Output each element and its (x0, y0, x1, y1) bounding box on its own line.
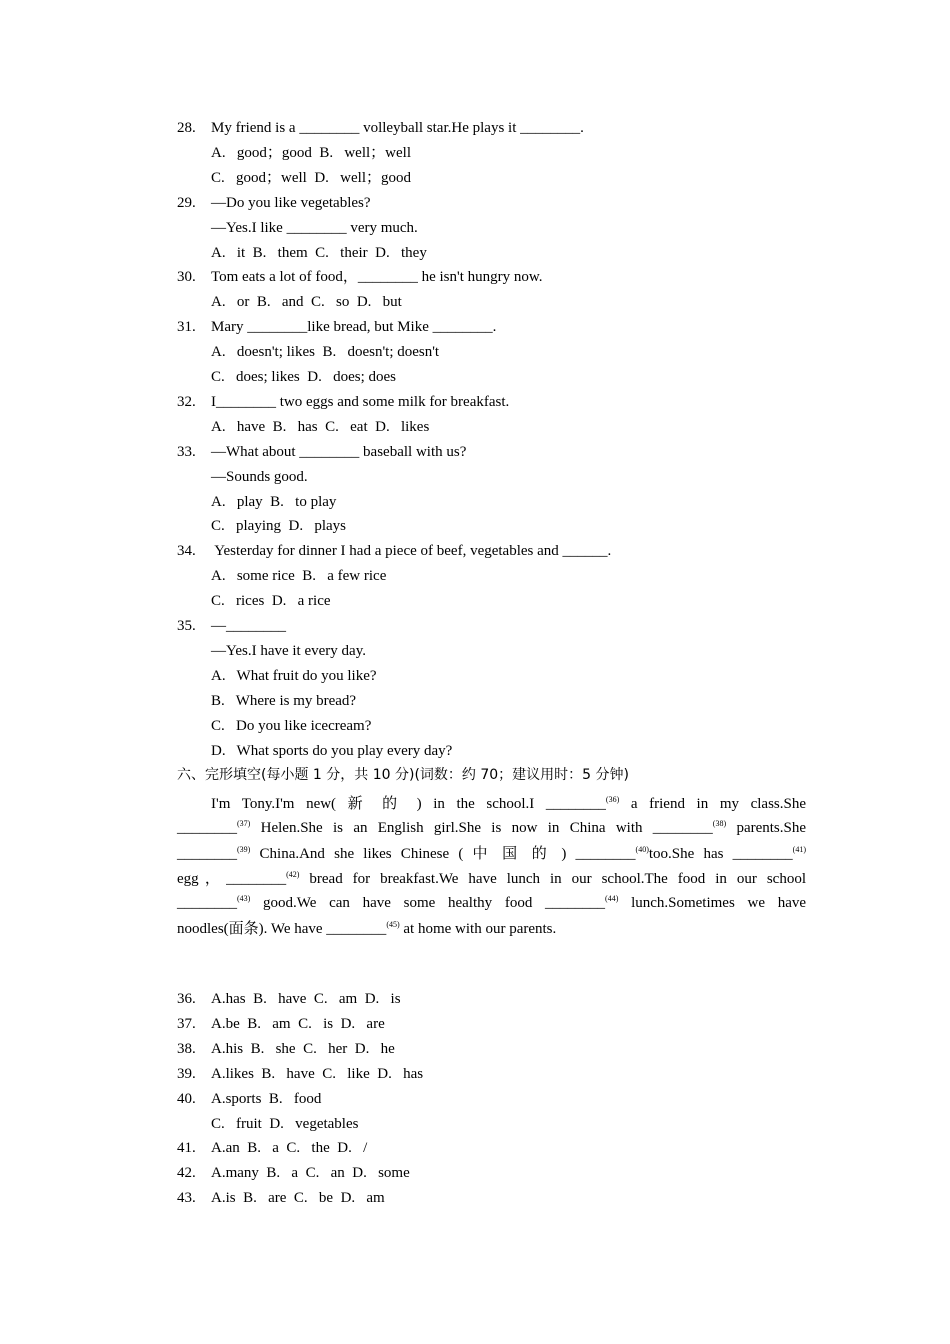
blank-number: (40) (635, 845, 649, 854)
passage-text: China.And she likes Chinese ( 中 国 的 ) ________ (259, 846, 636, 862)
section-title: 六、完形填空(每小题 1 分，共 10 分)(词数：约 70；建议用时：5 分钟) (177, 767, 629, 783)
passage-text: good.We can have some healthy food ________ (263, 895, 606, 911)
blank-number: (42) (286, 870, 300, 879)
question-line: C. rices D. a rice (211, 593, 331, 610)
question-number: 32. (177, 393, 196, 410)
blank-number: (41) (792, 845, 806, 854)
answer-stem: A.be B. am C. is D. are (211, 1015, 385, 1032)
passage-line (177, 890, 806, 912)
passage-text: egg，________ (177, 871, 287, 887)
question-stem: Mary ________like bread, but Mike ________. (211, 319, 497, 336)
blank-number: (37) (237, 819, 251, 828)
passage-line (177, 815, 806, 837)
answer-line: C. fruit D. vegetables (211, 1115, 359, 1132)
question-line: A. or B. and C. so D. but (211, 294, 402, 311)
passage-text: bread for breakfast.We have lunch in our school.The food in our school (309, 871, 806, 887)
blank-number: (36) (605, 795, 620, 804)
passage-text: too.She has ________ (648, 846, 793, 862)
answer-number: 37. (177, 1015, 196, 1032)
answer-stem: A.is B. are C. be D. am (211, 1190, 385, 1207)
question-line: C. playing D. plays (211, 518, 346, 535)
passage-text: noodles(面条). We have ________ (177, 921, 387, 937)
question-stem: —________ (211, 618, 286, 634)
question-line: C. does; likes D. does; does (211, 369, 396, 385)
passage-line (177, 866, 806, 888)
question-stem: —Do you like vegetables? (211, 194, 371, 211)
question-line: —Sounds good. (211, 468, 308, 485)
question-stem: Tom eats a lot of food，________ he isn't hungry now. (211, 269, 543, 286)
question-line: D. What sports do you play every day? (211, 742, 453, 759)
passage-line (177, 916, 806, 938)
answer-stem: A.many B. a C. an D. some (211, 1165, 410, 1182)
question-line: C. good；well D. well；good (211, 169, 411, 186)
question-stem: Yesterday for dinner I had a piece of beef, vegetables and ______. (211, 543, 612, 560)
answer-number: 40. (177, 1090, 196, 1107)
question-line: A. play B. to play (211, 493, 337, 510)
question-line: —Yes.I like ________ very much. (211, 219, 418, 236)
question-line: B. Where is my bread? (211, 692, 357, 709)
passage-text: I'm Tony.I'm new( 新 的 ) in the school.I ________ (211, 796, 606, 812)
passage-text: lunch.Sometimes we have (631, 895, 807, 911)
passage-line (177, 841, 806, 863)
question-line: A. it B. them C. their D. they (211, 244, 427, 261)
answer-number: 43. (177, 1190, 196, 1207)
answer-stem: A.has B. have C. am D. is (211, 991, 401, 1007)
question-number: 34. (177, 543, 196, 560)
answer-number: 39. (177, 1065, 196, 1082)
question-number: 29. (177, 194, 196, 211)
question-stem: My friend is a ________ volleyball star.He plays it ________. (211, 120, 584, 136)
blank-number: (38) (712, 819, 727, 828)
blank-number: (39) (237, 845, 251, 854)
answer-number: 36. (177, 991, 196, 1007)
passage-text: ________ (177, 820, 237, 836)
question-number: 33. (177, 443, 196, 460)
answer-number: 38. (177, 1040, 196, 1057)
blank-number: (45) (386, 920, 400, 929)
question-number: 30. (177, 269, 196, 286)
question-number: 35. (177, 618, 196, 634)
answer-number: 42. (177, 1165, 196, 1182)
passage-text: Helen.She is an English girl.She is now in China with ________ (260, 820, 713, 836)
answer-stem: A.an B. a C. the D. / (211, 1140, 368, 1157)
question-stem: I________ two eggs and some milk for breakfast. (211, 393, 510, 410)
passage-text: a friend in my class.She (630, 796, 807, 812)
question-number: 28. (177, 120, 196, 136)
passage-text: ________ (177, 895, 237, 911)
answer-stem: A.sports B. food (211, 1090, 322, 1107)
blank-number: (44) (605, 894, 619, 903)
question-line: A. good；good B. well；well (211, 144, 411, 161)
question-stem: —What about ________ baseball with us? (211, 443, 467, 460)
question-line: A. What fruit do you like? (211, 667, 377, 684)
passage-text: at home with our parents. (403, 921, 557, 937)
question-line: A. have B. has C. eat D. likes (211, 418, 430, 435)
question-line: A. doesn't; likes B. doesn't; doesn't (211, 344, 440, 361)
question-line: A. some rice B. a few rice (211, 568, 387, 585)
blank-number: (43) (237, 894, 251, 903)
passage-text: parents.She (736, 820, 807, 836)
answer-number: 41. (177, 1140, 196, 1157)
answer-stem: A.his B. she C. her D. he (211, 1040, 395, 1057)
question-number: 31. (177, 319, 196, 336)
question-line: —Yes.I have it every day. (211, 642, 366, 659)
question-line: C. Do you like icecream? (211, 717, 372, 734)
passage-line (211, 791, 806, 813)
passage-text: ________ (177, 846, 237, 862)
answer-stem: A.likes B. have C. like D. has (211, 1065, 424, 1082)
